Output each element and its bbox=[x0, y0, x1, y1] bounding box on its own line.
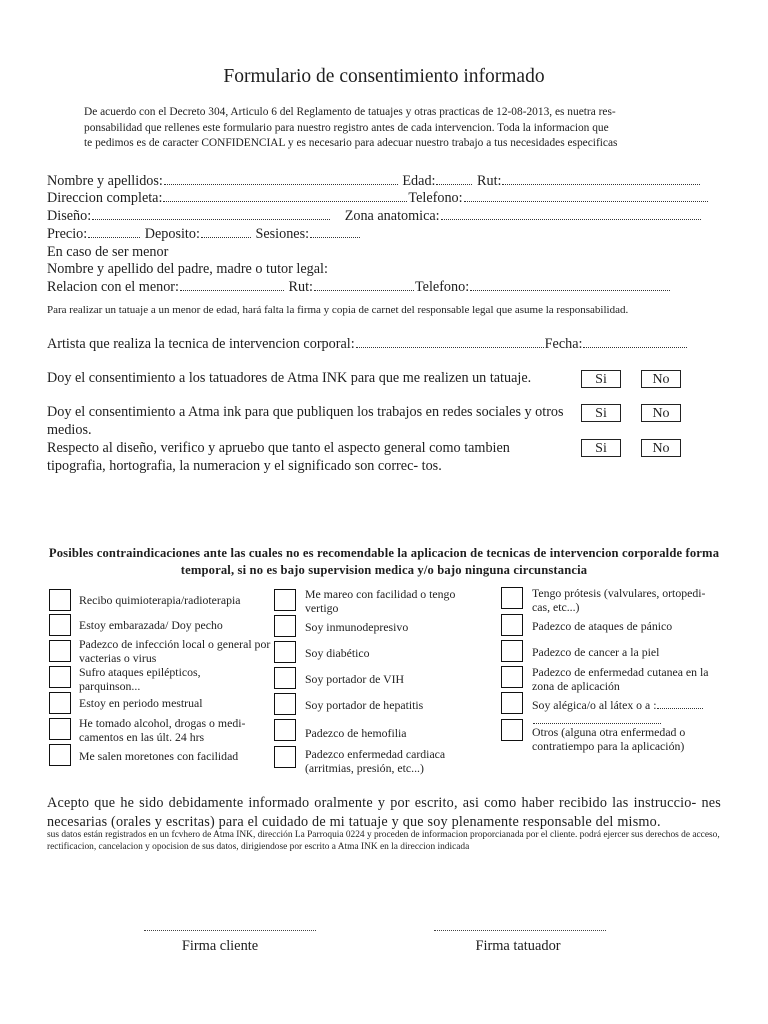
intro-paragraph bbox=[84, 105, 694, 152]
consent-design-text: Respecto al diseño, verifico y apruebo que tanto el aspecto general como tambien tipografia, hortografia, la numeracion y el significado son correc- tos. bbox=[47, 440, 510, 474]
deposito-field[interactable] bbox=[201, 226, 251, 238]
tutor-label: Nombre y apellido del padre, madre o tutor legal: bbox=[47, 261, 328, 277]
label-diabetico: Soy diabético bbox=[305, 646, 370, 660]
consent-design-no[interactable]: No bbox=[641, 439, 681, 457]
checkbox-epilepsia[interactable] bbox=[49, 666, 71, 688]
edad-label: Edad: bbox=[402, 173, 436, 189]
consent-publish-no[interactable]: No bbox=[641, 404, 681, 422]
fecha-field[interactable] bbox=[583, 336, 687, 348]
nombre-label: Nombre y apellidos: bbox=[47, 173, 163, 189]
rut2-field[interactable] bbox=[314, 279, 414, 291]
telefono2-label: Telefono: bbox=[414, 279, 470, 295]
latex-field[interactable] bbox=[657, 697, 703, 709]
consent-tattoo-yes[interactable]: Si bbox=[581, 370, 621, 388]
label-protesis: Tengo prótesis (valvulares, ortopedi- cas, etc...) bbox=[532, 586, 706, 614]
label-alcohol: He tomado alcohol, drogas o medi- camentos en las últ. 24 hrs bbox=[79, 716, 246, 744]
sesiones-field[interactable] bbox=[310, 226, 360, 238]
row-nombre bbox=[47, 173, 701, 190]
form-title: Formulario de consentimiento informado bbox=[223, 66, 545, 87]
sesiones-label: Sesiones: bbox=[255, 226, 310, 242]
artista-field[interactable] bbox=[356, 336, 544, 348]
label-cardiaca: Padezco enfermedad cardiaca (arritmias, presión, etc...) bbox=[305, 747, 446, 775]
minor-note: Para realizar un tatuaje a un menor de edad, hará falta la firma y copia de carnet del responsable legal que asume la responsabilidad. bbox=[47, 304, 629, 316]
artist-signature-line[interactable] bbox=[434, 929, 606, 931]
label-mareo: Me mareo con facilidad o tengo vertigo bbox=[305, 587, 456, 615]
label-vih: Soy portador de VIH bbox=[305, 672, 405, 686]
label-hemofilia: Padezco de hemofilia bbox=[305, 726, 407, 740]
fecha-label: Fecha: bbox=[544, 336, 583, 352]
label-latex-text: Soy alégica/o al látex o a : bbox=[532, 698, 657, 712]
intro-line-3: te pedimos es de caracter CONFIDENCIAL y es necesario para adecuar nuestro trabajo a tus necesidades especificas bbox=[84, 137, 618, 150]
client-signature-label: Firma cliente bbox=[181, 938, 259, 954]
telefono-label: Telefono: bbox=[408, 190, 463, 206]
label-inmuno: Soy inmunodepresivo bbox=[305, 620, 409, 634]
menor-heading: En caso de ser menor bbox=[47, 244, 169, 260]
label-embarazada: Estoy embarazada/ Doy pecho bbox=[79, 618, 223, 632]
diseno-label: Diseño: bbox=[47, 208, 92, 224]
checkbox-cutanea[interactable] bbox=[501, 666, 523, 688]
checkbox-quimio[interactable] bbox=[49, 589, 71, 611]
row-artista bbox=[47, 336, 688, 353]
intro-line-1: De acuerdo con el Decreto 304, Articulo 6 del Reglamento de tatuajes y otras practicas de 12-08-2013, es nuetra res- bbox=[84, 106, 616, 118]
telefono2-field[interactable] bbox=[470, 279, 670, 291]
consent-tattoo-no[interactable]: No bbox=[641, 370, 681, 388]
label-cancer: Padezco de cancer a la piel bbox=[532, 645, 660, 659]
checkbox-alcohol[interactable] bbox=[49, 718, 71, 740]
checkbox-moretones[interactable] bbox=[49, 744, 71, 766]
relacion-label: Relacion con el menor: bbox=[47, 279, 179, 295]
latex-field-2[interactable] bbox=[533, 712, 661, 724]
telefono-field[interactable] bbox=[464, 190, 708, 202]
relacion-field[interactable] bbox=[180, 279, 284, 291]
checkbox-otros[interactable] bbox=[501, 719, 523, 741]
edad-field[interactable] bbox=[436, 173, 472, 185]
row-diseno bbox=[47, 208, 702, 225]
rut-label: Rut: bbox=[477, 173, 502, 189]
checkbox-protesis[interactable] bbox=[501, 587, 523, 609]
artist-signature-label: Firma tatuador bbox=[475, 938, 561, 954]
label-latex bbox=[532, 697, 724, 727]
diseno-field[interactable] bbox=[92, 208, 330, 220]
label-epilepsia: Sufro ataques epilépticos, parquinson... bbox=[79, 665, 201, 693]
row-direccion bbox=[47, 190, 709, 207]
checkbox-vih[interactable] bbox=[274, 667, 296, 689]
intro-line-2: ponsabilidad que rellenes este formulario para nuestro registro antes de cada intervencion. Toda la informacion que bbox=[84, 121, 609, 134]
checkbox-menstrual[interactable] bbox=[49, 692, 71, 714]
row-relacion bbox=[47, 279, 671, 296]
consent-publish-text: Doy el consentimiento a Atma ink para que publiquen los trabajos en redes sociales y otros medios. bbox=[47, 404, 564, 438]
checkbox-mareo[interactable] bbox=[274, 589, 296, 611]
row-precio bbox=[47, 226, 361, 243]
acceptance-text: Acepto que he sido debidamente informado oralmente y por escrito, asi como haber recibido las instruccio- nes necesarias (orales y escritas) para el cuidado de mi tatuaje y que soy plenamente responsable del mismo. bbox=[47, 795, 721, 830]
checkbox-panico[interactable] bbox=[501, 614, 523, 636]
checkbox-cardiaca[interactable] bbox=[274, 746, 296, 768]
consent-publish-yes[interactable]: Si bbox=[581, 404, 621, 422]
zona-field[interactable] bbox=[441, 208, 701, 220]
label-infeccion: Padezco de infección local o general por vacterias o virus bbox=[79, 637, 271, 665]
checkbox-diabetico[interactable] bbox=[274, 641, 296, 663]
artista-label: Artista que realiza la tecnica de intervencion corporal: bbox=[47, 336, 355, 352]
checkbox-hepatitis[interactable] bbox=[274, 693, 296, 715]
rut-field[interactable] bbox=[502, 173, 700, 185]
label-panico: Padezco de ataques de pánico bbox=[532, 619, 673, 633]
checkbox-inmuno[interactable] bbox=[274, 615, 296, 637]
consent-tattoo-text: Doy el consentimiento a los tatuadores de Atma INK para que me realizen un tatuaje. bbox=[47, 370, 532, 386]
direccion-label: Direccion completa: bbox=[47, 190, 163, 206]
checkbox-latex[interactable] bbox=[501, 692, 523, 714]
deposito-label: Deposito: bbox=[144, 226, 200, 242]
label-menstrual: Estoy en periodo mestrual bbox=[79, 696, 203, 710]
precio-label: Precio: bbox=[47, 226, 88, 242]
rut2-label: Rut: bbox=[288, 279, 313, 295]
label-cutanea: Padezco de enfermedad cutanea en la zona de aplicación bbox=[532, 665, 709, 693]
consent-design-yes[interactable]: Si bbox=[581, 439, 621, 457]
checkbox-hemofilia[interactable] bbox=[274, 719, 296, 741]
checkbox-cancer[interactable] bbox=[501, 640, 523, 662]
legal-notice: sus datos están registrados en un fcvhero de Atma INK, dirección La Parroquia 0224 y proceden de informacion proporcianada por el cliente. podrá ejercer sus derechos de acceso, rectificacion, cancelacion y opocision de sus datos, dirigiendose por escrito a Atma INK en la direccion indicada bbox=[47, 830, 720, 853]
label-moretones: Me salen moretones con facilidad bbox=[79, 749, 239, 763]
zona-label: Zona anatomica: bbox=[344, 208, 440, 224]
precio-field[interactable] bbox=[88, 226, 140, 238]
contraindications-title: Posibles contraindicaciones ante las cuales no es recomendable la aplicacion de tecnicas de intervencion corporalde forma temporal, si no es bajo supervision medica y/o bajo ninguna circunstancia bbox=[48, 546, 720, 577]
label-otros: Otros (alguna otra enfermedad o contratiempo para la aplicación) bbox=[532, 725, 686, 753]
client-signature-line[interactable] bbox=[144, 929, 316, 931]
direccion-field[interactable] bbox=[163, 190, 407, 202]
checkbox-embarazada[interactable] bbox=[49, 614, 71, 636]
label-hepatitis: Soy portador de hepatitis bbox=[305, 698, 424, 712]
label-quimio: Recibo quimioterapia/radioterapia bbox=[79, 593, 241, 607]
nombre-field[interactable] bbox=[164, 173, 398, 185]
checkbox-infeccion[interactable] bbox=[49, 640, 71, 662]
